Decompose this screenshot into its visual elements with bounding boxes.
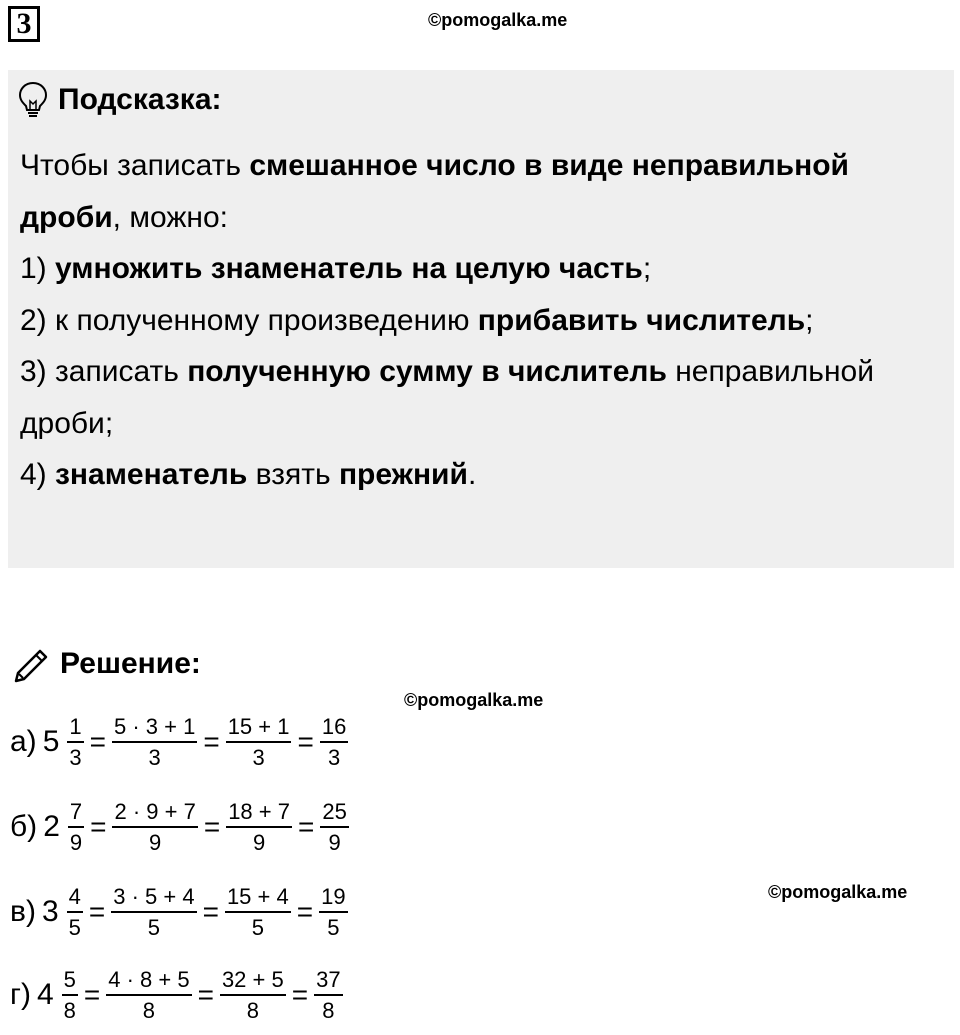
numerator: 25	[322, 798, 347, 824]
numerator: 19	[321, 883, 346, 909]
hint-segment: дроби;	[20, 406, 114, 440]
hint-bold-segment: прежний	[338, 458, 468, 491]
fraction	[111, 884, 196, 941]
solution-title: Решение:	[60, 647, 201, 680]
watermark-top: ©pomogalka.me	[428, 10, 568, 30]
fraction	[112, 714, 197, 771]
denominator: 9	[226, 826, 292, 855]
numerator: 2 · 9 + 7	[114, 798, 196, 824]
fraction	[226, 714, 292, 771]
whole-part: 4	[36, 978, 54, 1011]
hint-title: Подсказка:	[58, 83, 222, 116]
hint-segment: ;	[642, 252, 652, 285]
equals-sign: =	[83, 979, 101, 1010]
denominator: 8	[220, 994, 286, 1023]
lightbulb-icon	[18, 81, 48, 119]
equals-sign: =	[89, 726, 106, 757]
solution-row-b	[10, 787, 349, 867]
solution-row-d	[10, 955, 343, 1035]
fraction	[68, 799, 84, 856]
denominator: 3	[112, 741, 197, 770]
fraction	[67, 884, 83, 941]
numerator: 15 + 4	[226, 883, 289, 909]
fraction	[320, 799, 348, 856]
numerator: 3 · 5 + 4	[113, 883, 195, 909]
fraction	[112, 799, 197, 856]
equals-sign: =	[90, 811, 107, 842]
denominator: 9	[320, 826, 348, 855]
denominator: 5	[67, 911, 83, 940]
hint-segment: взять	[247, 458, 339, 491]
hint-segment: 3) записать	[20, 355, 188, 388]
whole-part: 5	[42, 725, 60, 758]
row-label: г)	[10, 978, 31, 1011]
equals-sign: =	[297, 811, 315, 842]
hint-bold-segment: смешанное число в виде неправильной	[249, 149, 849, 182]
task-number: 3	[8, 6, 40, 42]
denominator: 5	[225, 911, 291, 940]
equals-sign: =	[297, 726, 314, 757]
denominator: 3	[226, 741, 292, 770]
numerator: 7	[69, 798, 83, 824]
equals-sign: =	[88, 896, 106, 927]
fraction	[314, 967, 342, 1024]
whole-part: 2	[43, 810, 60, 843]
fraction	[226, 799, 292, 856]
hint-line	[20, 346, 945, 398]
hint-segment: , можно:	[112, 200, 228, 234]
watermark-middle: ©pomogalka.me	[404, 690, 544, 710]
whole-part: 3	[41, 895, 59, 928]
solution-header	[12, 640, 201, 688]
denominator: 5	[111, 911, 196, 940]
hint-line	[20, 140, 945, 192]
equals-sign: =	[296, 896, 314, 927]
hint-segment: 4)	[20, 458, 56, 491]
hint-bold-segment: знаменатель	[55, 458, 248, 491]
fraction	[62, 967, 78, 1024]
numerator: 37	[316, 966, 341, 992]
denominator: 3	[67, 741, 83, 770]
numerator: 32 + 5	[221, 966, 284, 992]
fraction	[320, 714, 348, 771]
numerator: 18 + 7	[228, 798, 290, 824]
equals-sign: =	[291, 979, 309, 1010]
hint-header	[18, 78, 222, 122]
equals-sign: =	[197, 979, 214, 1010]
hint-segment: Чтобы записать	[20, 149, 250, 182]
hint-line	[20, 449, 945, 501]
denominator: 3	[320, 741, 348, 770]
solution-row-c	[10, 872, 348, 952]
fraction	[67, 714, 83, 771]
hint-line	[20, 398, 945, 450]
numerator: 1	[69, 713, 82, 739]
fraction	[319, 884, 347, 941]
hint-bold-segment: прибавить числитель	[477, 303, 806, 337]
hint-bold-segment: дроби	[20, 200, 113, 234]
solution-row-a	[10, 702, 348, 782]
denominator: 5	[319, 911, 347, 940]
fraction	[225, 884, 291, 941]
equals-sign: =	[202, 896, 219, 927]
hint-line	[20, 295, 945, 347]
numerator: 5 · 3 + 1	[113, 713, 196, 739]
hint-line	[20, 243, 945, 295]
numerator: 16	[321, 713, 347, 739]
denominator: 8	[106, 994, 191, 1023]
denominator: 9	[68, 826, 84, 855]
hint-bold-segment: умножить знаменатель на целую часть	[55, 252, 643, 285]
row-label: б)	[10, 810, 38, 843]
hint-segment: 2) к полученному произведению	[20, 303, 478, 337]
numerator: 15 + 1	[227, 713, 290, 739]
hint-bold-segment: полученную сумму в числитель	[187, 355, 667, 388]
hint-segment: 1)	[20, 252, 56, 285]
denominator: 8	[314, 994, 342, 1023]
hint-line	[20, 192, 945, 244]
hint-segment: .	[467, 458, 477, 491]
fraction	[106, 967, 191, 1024]
hint-text	[20, 140, 945, 501]
watermark-right: ©pomogalka.me	[768, 882, 908, 902]
denominator: 9	[112, 826, 197, 855]
denominator: 8	[62, 994, 78, 1023]
pencil-icon	[12, 643, 52, 685]
numerator: 4	[68, 883, 81, 909]
equals-sign: =	[203, 726, 220, 757]
numerator: 4 · 8 + 5	[108, 966, 190, 992]
hint-segment: ;	[805, 303, 814, 337]
fraction	[220, 967, 286, 1024]
row-label: в)	[10, 895, 36, 928]
numerator: 5	[63, 966, 76, 992]
row-label: а)	[10, 725, 37, 758]
hint-segment: неправильной	[666, 355, 874, 388]
equals-sign: =	[203, 811, 221, 842]
